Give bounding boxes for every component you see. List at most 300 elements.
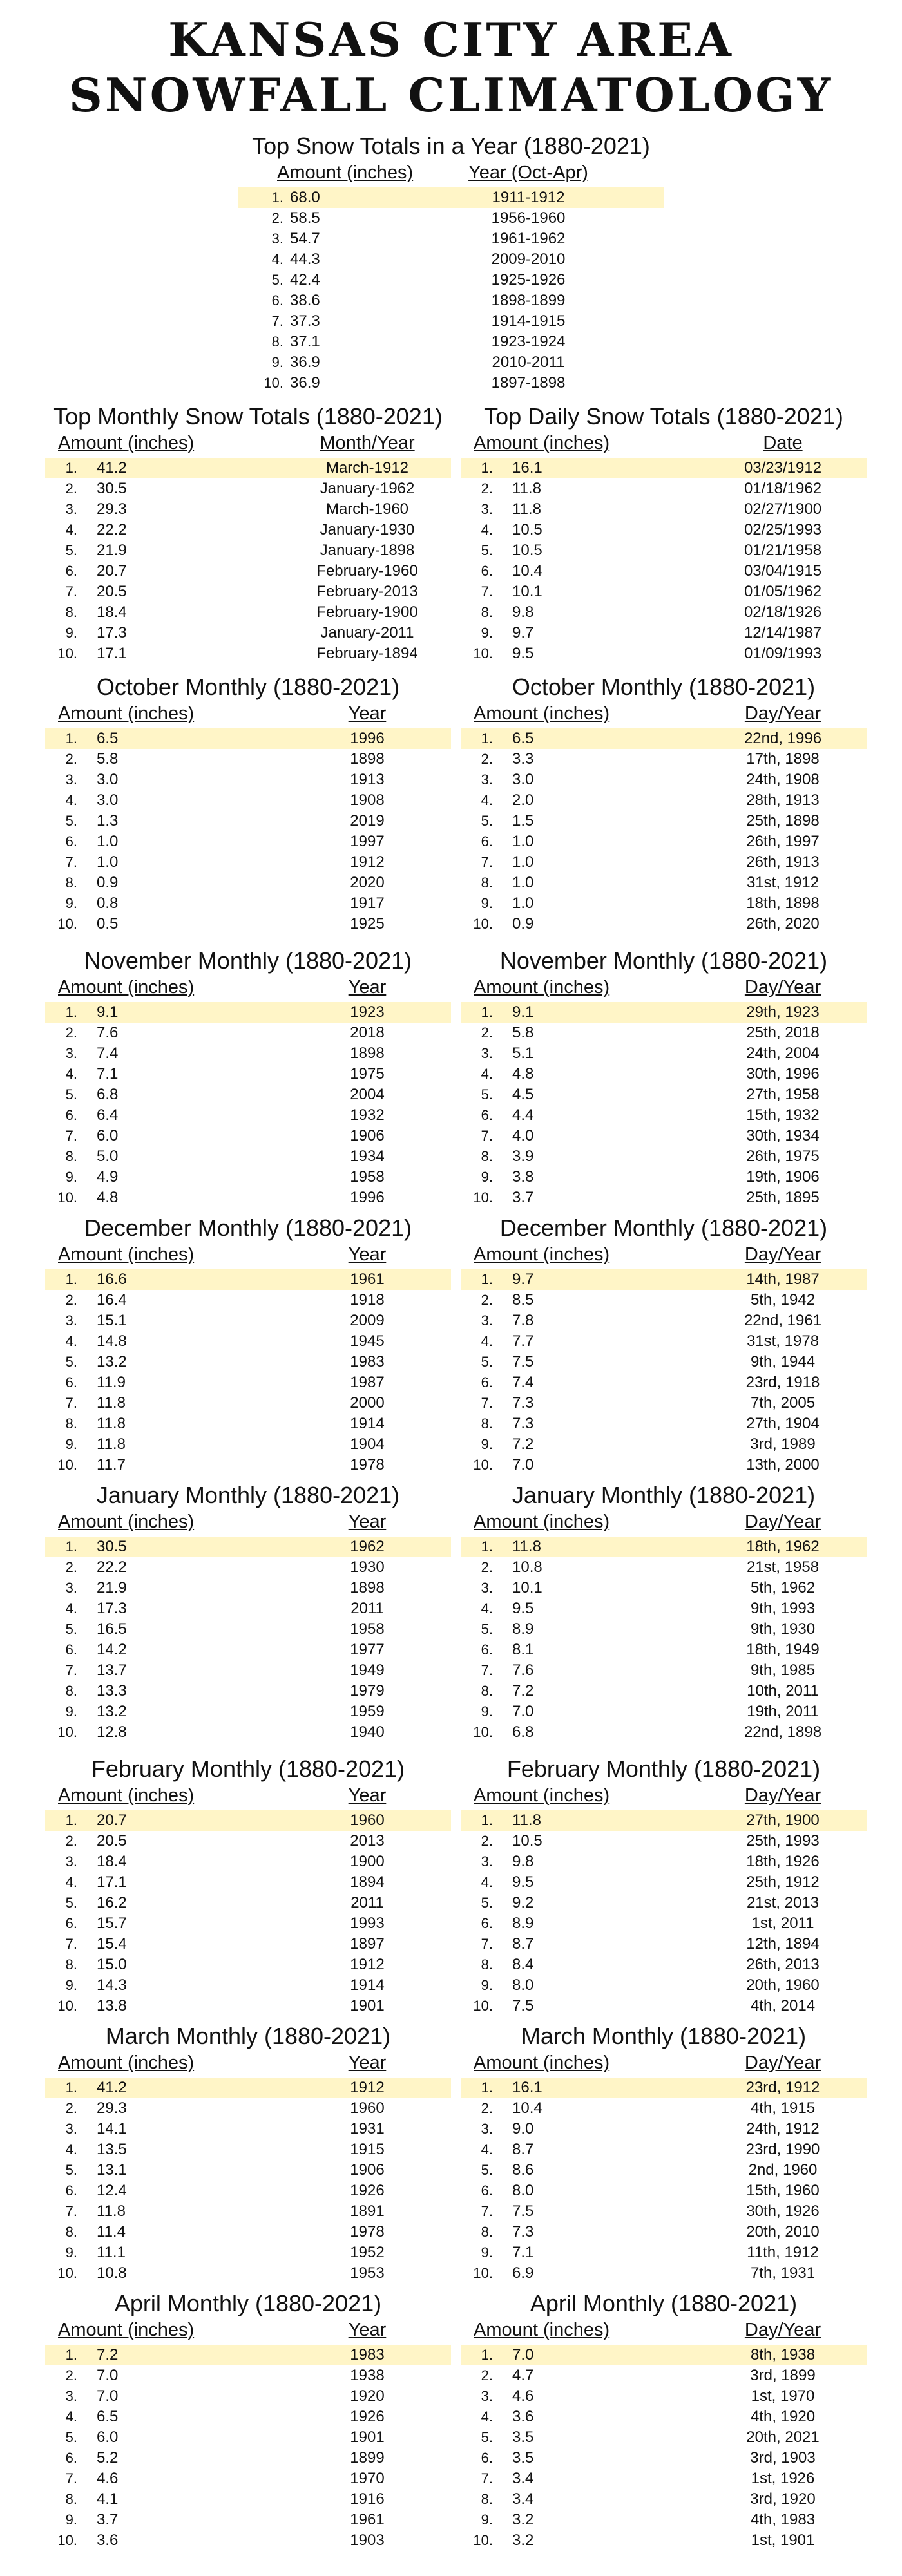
date-value: 26th, 2013 (746, 1956, 820, 1973)
table-row (45, 1434, 451, 1455)
amount-value: 1.0 (512, 833, 534, 850)
date-value: 1925-1926 (491, 271, 566, 289)
rank: 10. (473, 645, 493, 661)
date-value: 1996 (350, 1189, 385, 1206)
date-value: 26th, 2020 (746, 915, 820, 933)
table-row (461, 2119, 867, 2139)
rank: 5. (481, 2429, 493, 2445)
rank: 4. (65, 1333, 77, 1349)
rank: 8. (481, 1416, 493, 1432)
table-row (45, 1557, 451, 1578)
date-value: 18th, 1898 (746, 895, 820, 912)
rank: 6. (481, 1374, 493, 1390)
amount-value: 44.3 (290, 251, 320, 268)
date-value: 1961 (350, 2511, 385, 2528)
table-row (461, 520, 867, 540)
rank: 9. (65, 895, 77, 911)
rank: 9. (65, 1977, 77, 1993)
amount-value: 0.5 (97, 915, 119, 933)
table-daily (461, 402, 867, 673)
column-header-amount: Amount (inches) (474, 977, 610, 998)
rank: 1. (65, 730, 77, 746)
table-rows (45, 728, 451, 934)
date-value: 1911-1912 (492, 189, 565, 206)
table-row (461, 1064, 867, 1084)
amount-value: 10.5 (512, 1832, 542, 1850)
rank: 8. (65, 2224, 77, 2240)
table-row (461, 623, 867, 643)
rank: 3. (481, 1853, 493, 1870)
rank: 8. (65, 1416, 77, 1432)
table-row (461, 914, 867, 934)
table-row (45, 1188, 451, 1208)
table-title: Top Snow Totals in a Year (1880-2021) (252, 133, 650, 159)
date-value: February-1960 (316, 562, 418, 580)
date-value: 1926 (350, 2408, 385, 2425)
table-row (461, 1084, 867, 1105)
rank: 3. (65, 501, 77, 517)
date-value: 1949 (350, 1662, 385, 1679)
amount-value: 4.9 (97, 1168, 119, 1186)
date-value: 9th, 1944 (750, 1353, 816, 1370)
rank: 3. (65, 1312, 77, 1329)
date-value: 1st, 2011 (751, 1915, 814, 1932)
table-row (45, 1934, 451, 1955)
date-value: 1903 (350, 2532, 385, 2549)
column-header-amount: Amount (inches) (58, 977, 195, 998)
table-row (461, 2160, 867, 2181)
column-header-date: Year (348, 977, 387, 998)
date-value: 01/05/1962 (744, 583, 822, 600)
rank: 4. (65, 1600, 77, 1616)
rank: 7. (481, 2470, 493, 2486)
date-value: 3rd, 1899 (750, 2367, 816, 2384)
amount-value: 3.2 (512, 2532, 534, 2549)
table-rows (45, 458, 451, 664)
date-value: 03/23/1912 (744, 459, 822, 477)
amount-value: 16.1 (512, 2079, 542, 2096)
table-row (238, 352, 664, 373)
amount-value: 15.0 (97, 1956, 127, 1973)
amount-value: 8.0 (512, 1976, 534, 1994)
rank: 4. (481, 1874, 493, 1890)
date-value: 22nd, 1996 (744, 730, 822, 747)
table-row (461, 1311, 867, 1331)
rank: 5. (481, 1086, 493, 1103)
date-value: 27th, 1958 (746, 1086, 820, 1103)
table-row (461, 873, 867, 893)
column-header-date: Year (348, 1785, 387, 1806)
table-row (461, 561, 867, 582)
table-row (45, 2078, 451, 2098)
date-value: January-1930 (320, 521, 415, 538)
date-value: 7th, 2005 (750, 1394, 816, 1412)
table-row (461, 2139, 867, 2160)
amount-value: 12.4 (97, 2182, 127, 2199)
amount-value: 20.7 (97, 562, 127, 580)
date-value: 9th, 1930 (750, 1620, 816, 1638)
table-row (45, 2530, 451, 2551)
rank: 4. (481, 792, 493, 808)
amount-value: 7.6 (97, 1024, 119, 1041)
date-value: 12/14/1987 (744, 624, 822, 641)
date-value: 2011 (350, 1894, 384, 1911)
amount-value: 37.3 (290, 312, 320, 330)
rank: 7. (65, 1128, 77, 1144)
rank: 10. (473, 1189, 493, 1206)
rank: 6. (481, 2450, 493, 2466)
rank: 1. (65, 1271, 77, 1287)
date-value: 15th, 1960 (746, 2182, 820, 2199)
table-row (45, 499, 451, 520)
rank: 8. (65, 1683, 77, 1699)
amount-value: 36.9 (290, 354, 320, 371)
rank: 8. (65, 2491, 77, 2507)
amount-value: 3.6 (512, 2408, 534, 2425)
amount-value: 4.8 (512, 1065, 534, 1083)
table-row (461, 728, 867, 749)
amount-value: 3.2 (512, 2511, 534, 2528)
table-row (45, 1640, 451, 1660)
table-row (461, 1146, 867, 1167)
rank: 7. (65, 2470, 77, 2486)
date-value: 23rd, 1912 (745, 2079, 820, 2096)
date-value: 1996 (350, 730, 385, 747)
date-value: 1930 (350, 1558, 385, 1576)
table-row (45, 602, 451, 623)
date-value: 03/04/1915 (744, 562, 822, 580)
column-header-date: Day/Year (744, 1511, 821, 1532)
amount-value: 21.9 (97, 542, 127, 559)
date-value: 1915 (350, 2141, 385, 2158)
table-rows (45, 1002, 451, 1208)
table-row (461, 749, 867, 770)
rank: 1. (481, 1812, 493, 1828)
amount-value: 1.0 (512, 874, 534, 891)
column-header-amount: Amount (inches) (474, 2052, 610, 2073)
date-value: 1891 (350, 2202, 385, 2220)
rank: 9. (481, 1977, 493, 1993)
table-row (461, 852, 867, 873)
table-title: March Monthly (1880-2021) (105, 2023, 391, 2049)
date-value: 1899 (350, 2449, 385, 2467)
table-row (45, 1681, 451, 1701)
rank: 2. (65, 480, 77, 497)
rank: 2. (65, 2100, 77, 2116)
date-value: 1906 (350, 1127, 385, 1144)
table-row (238, 249, 664, 270)
table-dec-m (45, 1214, 451, 1484)
table-rows (45, 2078, 451, 2284)
date-value: 1897-1898 (491, 374, 566, 392)
table-title: December Monthly (1880-2021) (499, 1215, 828, 1241)
rank: 8. (65, 604, 77, 620)
amount-value: 20.5 (97, 583, 127, 600)
table-row (45, 2365, 451, 2386)
date-value: 01/21/1958 (744, 542, 822, 559)
amount-value: 6.0 (97, 1127, 119, 1144)
amount-value: 20.5 (97, 1832, 127, 1850)
table-row (45, 478, 451, 499)
amount-value: 13.3 (97, 1682, 127, 1700)
rank: 1. (65, 2347, 77, 2363)
date-value: 1901 (350, 2429, 385, 2446)
rank: 9. (65, 1703, 77, 1719)
rank: 8. (481, 604, 493, 620)
date-value: 1923 (350, 1003, 385, 1021)
rank: 9. (481, 1703, 493, 1719)
column-header-amount: Amount (inches) (58, 703, 195, 724)
table-row (461, 1188, 867, 1208)
table-row (45, 2468, 451, 2489)
rank: 2. (481, 751, 493, 767)
table-row (461, 1722, 867, 1743)
rank: 5. (481, 1621, 493, 1637)
amount-value: 7.5 (512, 1353, 534, 1370)
table-oct-d (461, 673, 867, 943)
amount-value: 17.1 (97, 1873, 127, 1891)
amount-value: 7.6 (512, 1662, 534, 1679)
date-value: 01/18/1962 (744, 480, 822, 497)
date-value: 1956-1960 (491, 209, 566, 227)
column-header-date: Day/Year (744, 977, 821, 998)
table-title: November Monthly (1880-2021) (499, 947, 828, 974)
table-row (45, 2098, 451, 2119)
amount-value: 9.5 (512, 645, 534, 662)
amount-value: 16.2 (97, 1894, 127, 1911)
column-header-date: Year (Oct-Apr) (468, 162, 588, 183)
amount-value: 1.5 (512, 812, 534, 829)
table-row (45, 1290, 451, 1311)
table-row (461, 1934, 867, 1955)
date-value: 1898-1899 (491, 292, 566, 309)
amount-value: 8.7 (512, 2141, 534, 2158)
table-title: December Monthly (1880-2021) (84, 1215, 412, 1241)
rank: 5. (271, 272, 283, 288)
amount-value: 3.4 (512, 2490, 534, 2508)
rank: 6. (65, 2450, 77, 2466)
date-value: 1931 (350, 2120, 385, 2137)
column-header-amount: Amount (inches) (474, 1511, 610, 1532)
table-row (45, 1002, 451, 1023)
rank: 10. (473, 1457, 493, 1473)
amount-value: 5.1 (512, 1045, 534, 1062)
rank: 10. (57, 1457, 77, 1473)
date-value: 1917 (350, 895, 385, 912)
rank: 4. (65, 792, 77, 808)
amount-value: 16.5 (97, 1620, 127, 1638)
table-row (45, 1872, 451, 1893)
column-header-amount: Amount (inches) (58, 1511, 195, 1532)
rank: 4. (481, 2141, 493, 2157)
date-value: 02/25/1993 (744, 521, 822, 538)
rank: 7. (481, 1936, 493, 1952)
date-value: 1978 (350, 2223, 385, 2240)
date-value: 1912 (350, 2079, 385, 2096)
amount-value: 13.8 (97, 1997, 127, 2014)
date-value: 22nd, 1898 (744, 1723, 822, 1741)
date-value: 21st, 1958 (746, 1558, 820, 1576)
table-row (461, 1290, 867, 1311)
table-row (461, 1331, 867, 1352)
table-row (238, 208, 664, 229)
amount-value: 7.3 (512, 1415, 534, 1432)
date-value: 25th, 1898 (746, 812, 820, 829)
table-row (45, 914, 451, 934)
table-title: February Monthly (1880-2021) (91, 1756, 405, 1782)
amount-value: 11.4 (97, 2223, 126, 2240)
table-title: April Monthly (1880-2021) (530, 2290, 798, 2316)
amount-value: 11.8 (97, 2202, 126, 2220)
amount-value: 0.9 (97, 874, 119, 891)
date-value: 30th, 1996 (746, 1065, 820, 1083)
table-row (45, 1105, 451, 1126)
date-value: 1961 (350, 1271, 385, 1288)
date-value: 1978 (350, 1456, 385, 1473)
rank: 5. (65, 1621, 77, 1637)
date-value: February-2013 (316, 583, 418, 600)
table-row (45, 1578, 451, 1598)
table-row (461, 1557, 867, 1578)
column-header-date: Day/Year (744, 703, 821, 724)
table-row (238, 290, 664, 311)
rank: 8. (65, 1956, 77, 1973)
table-row (461, 1393, 867, 1414)
amount-value: 9.7 (512, 1271, 534, 1288)
rank: 7. (65, 854, 77, 870)
amount-value: 36.9 (290, 374, 320, 392)
rank: 5. (481, 813, 493, 829)
amount-value: 7.3 (512, 1394, 534, 1412)
table-row (45, 520, 451, 540)
date-value: 22nd, 1961 (744, 1312, 822, 1329)
table-apr-d (461, 2289, 867, 2560)
table-row (45, 1372, 451, 1393)
amount-value: 7.7 (512, 1332, 534, 1350)
rank: 6. (481, 1642, 493, 1658)
table-row (45, 2386, 451, 2407)
date-value: 3rd, 1920 (750, 2490, 816, 2508)
rank: 9. (65, 625, 77, 641)
table-title: October Monthly (1880-2021) (512, 674, 816, 700)
table-row (461, 1810, 867, 1831)
amount-value: 4.4 (512, 1106, 534, 1124)
date-value: 1959 (350, 1703, 385, 1720)
rank: 2. (65, 2367, 77, 2383)
rank: 7. (271, 313, 283, 329)
rank: 3. (65, 1853, 77, 1870)
table-row (461, 1167, 867, 1188)
date-value: 1901 (350, 1997, 385, 2014)
rank: 2. (65, 1025, 77, 1041)
amount-value: 9.7 (512, 624, 534, 641)
table-feb-m (45, 1755, 451, 2025)
table-row (45, 2139, 451, 2160)
date-value: 1st, 1970 (751, 2387, 815, 2405)
table-row (461, 1619, 867, 1640)
table-row (45, 2119, 451, 2139)
rank: 8. (481, 1956, 493, 1973)
date-value: 20th, 2021 (746, 2429, 820, 2446)
rank: 3. (65, 2388, 77, 2404)
table-row (461, 2365, 867, 2386)
rank: 5. (65, 542, 77, 558)
rank: 6. (481, 1915, 493, 1931)
table-rows (461, 2345, 867, 2551)
table-title: January Monthly (1880-2021) (512, 1482, 816, 1508)
amount-value: 11.8 (512, 500, 541, 518)
amount-value: 6.8 (512, 1723, 534, 1741)
amount-value: 6.5 (512, 730, 534, 747)
date-value: 30th, 1926 (746, 2202, 820, 2220)
rank: 3. (481, 1045, 493, 1061)
rank: 8. (481, 1683, 493, 1699)
table-row (461, 831, 867, 852)
table-row (45, 790, 451, 811)
table-row (45, 643, 451, 664)
table-row (45, 1084, 451, 1105)
amount-value: 10.1 (512, 583, 542, 600)
date-value: 12th, 1894 (746, 1935, 820, 1953)
table-row (45, 1331, 451, 1352)
date-value: 02/18/1926 (744, 603, 822, 621)
table-row (461, 540, 867, 561)
rank: 2. (65, 751, 77, 767)
date-value: 18th, 1949 (746, 1641, 820, 1658)
rank: 1. (481, 2079, 493, 2096)
date-value: January-2011 (320, 624, 414, 641)
date-value: 27th, 1900 (746, 1812, 820, 1829)
rank: 3. (481, 1580, 493, 1596)
date-value: 1898 (350, 750, 385, 768)
amount-value: 7.2 (512, 1435, 534, 1453)
date-value: 15th, 1932 (746, 1106, 820, 1124)
table-rows (461, 1269, 867, 1475)
table-row (45, 540, 451, 561)
table-row (45, 1023, 451, 1043)
table-row (45, 458, 451, 478)
table-mar-d (461, 2022, 867, 2293)
date-value: 31st, 1912 (746, 874, 820, 891)
date-value: 26th, 1997 (746, 833, 820, 850)
table-row (461, 893, 867, 914)
amount-value: 3.0 (97, 771, 119, 788)
date-value: 18th, 1926 (746, 1853, 820, 1870)
amount-value: 7.3 (512, 2223, 534, 2240)
amount-value: 3.8 (512, 1168, 534, 1186)
table-row (45, 831, 451, 852)
rank: 4. (65, 1874, 77, 1890)
rank: 6. (481, 1107, 493, 1123)
table-row (238, 187, 664, 208)
amount-value: 7.1 (512, 2244, 534, 2261)
date-value: 4th, 1983 (750, 2511, 816, 2528)
table-jan-d (461, 1481, 867, 1752)
table-row (45, 1414, 451, 1434)
amount-value: 7.1 (97, 1065, 119, 1083)
table-row (45, 1996, 451, 2016)
amount-value: 6.8 (97, 1086, 119, 1103)
amount-value: 7.5 (512, 1997, 534, 2014)
table-nov-m (45, 947, 451, 1217)
amount-value: 21.9 (97, 1579, 127, 1596)
rank: 3. (271, 231, 283, 247)
column-header-amount: Amount (inches) (58, 433, 195, 453)
date-value: 2013 (350, 1832, 385, 1850)
table-row (461, 2386, 867, 2407)
table-row (45, 1893, 451, 1913)
table-row (45, 2489, 451, 2510)
